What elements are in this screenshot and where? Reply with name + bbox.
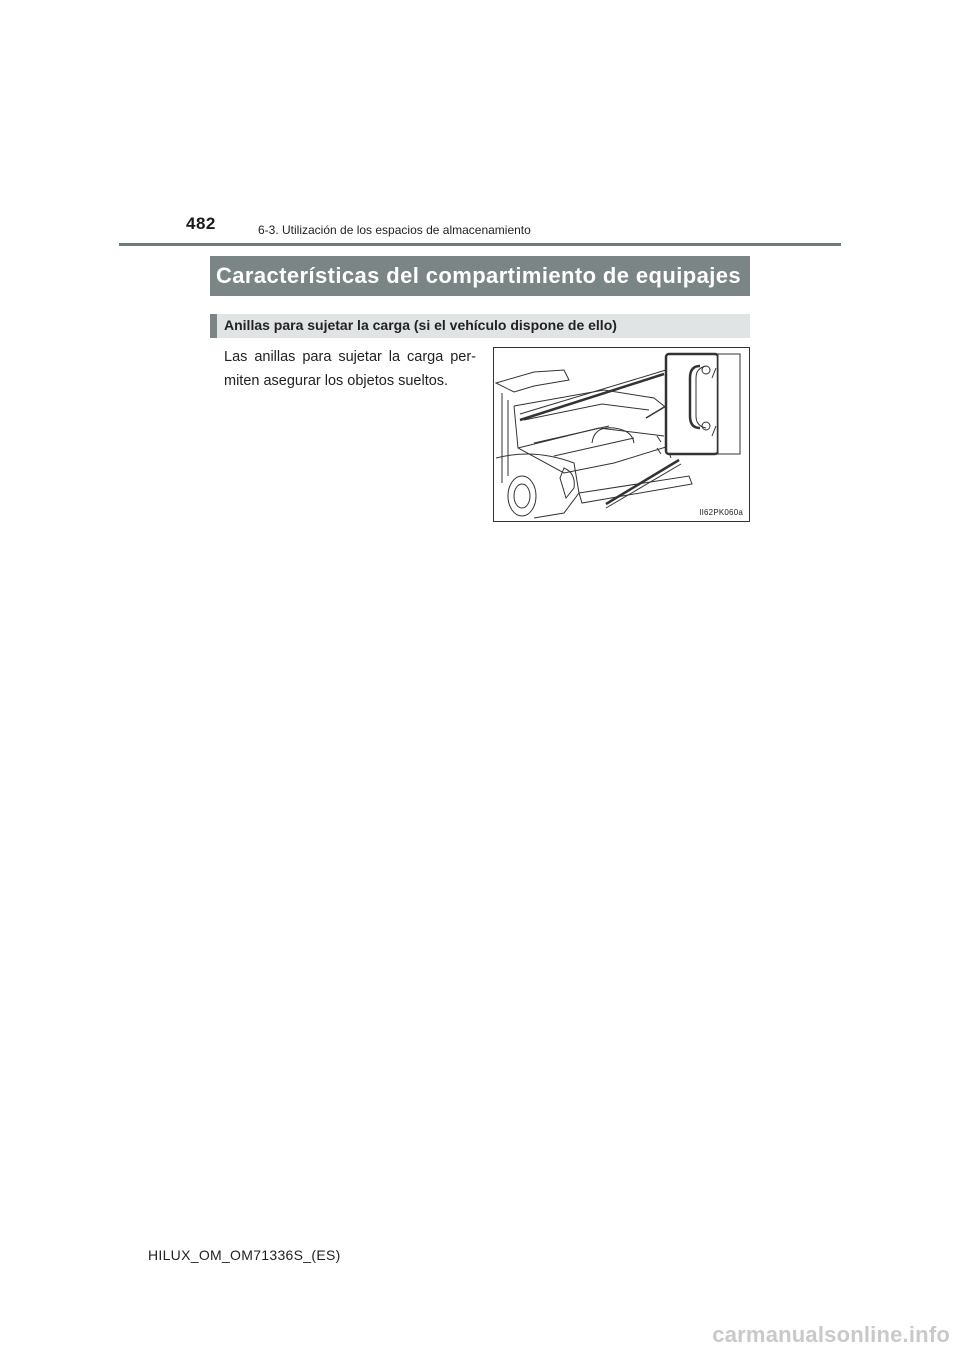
figure — [493, 347, 750, 522]
main-heading: Características del compartimiento de equipajes — [210, 256, 750, 296]
page-number: 482 — [186, 214, 216, 233]
pickup-truck-bed-cargo-hook-illustration — [494, 348, 749, 521]
watermark: carmanualsonline.info — [712, 1322, 950, 1347]
footer-document-id: HILUX_OM_OM71336S_(ES) — [148, 1247, 341, 1263]
body-text: Las anillas para sujetar la carga per-miten asegurar los objetos sueltos. — [224, 349, 476, 389]
figure-code: II62PK060a — [699, 508, 743, 517]
section-path: 6-3. Utilización de los espacios de almacenamiento — [258, 223, 531, 237]
sub-heading: Anillas para sujetar la carga (si el vehículo dispone de ello) — [210, 314, 750, 338]
header-rule — [119, 243, 841, 246]
